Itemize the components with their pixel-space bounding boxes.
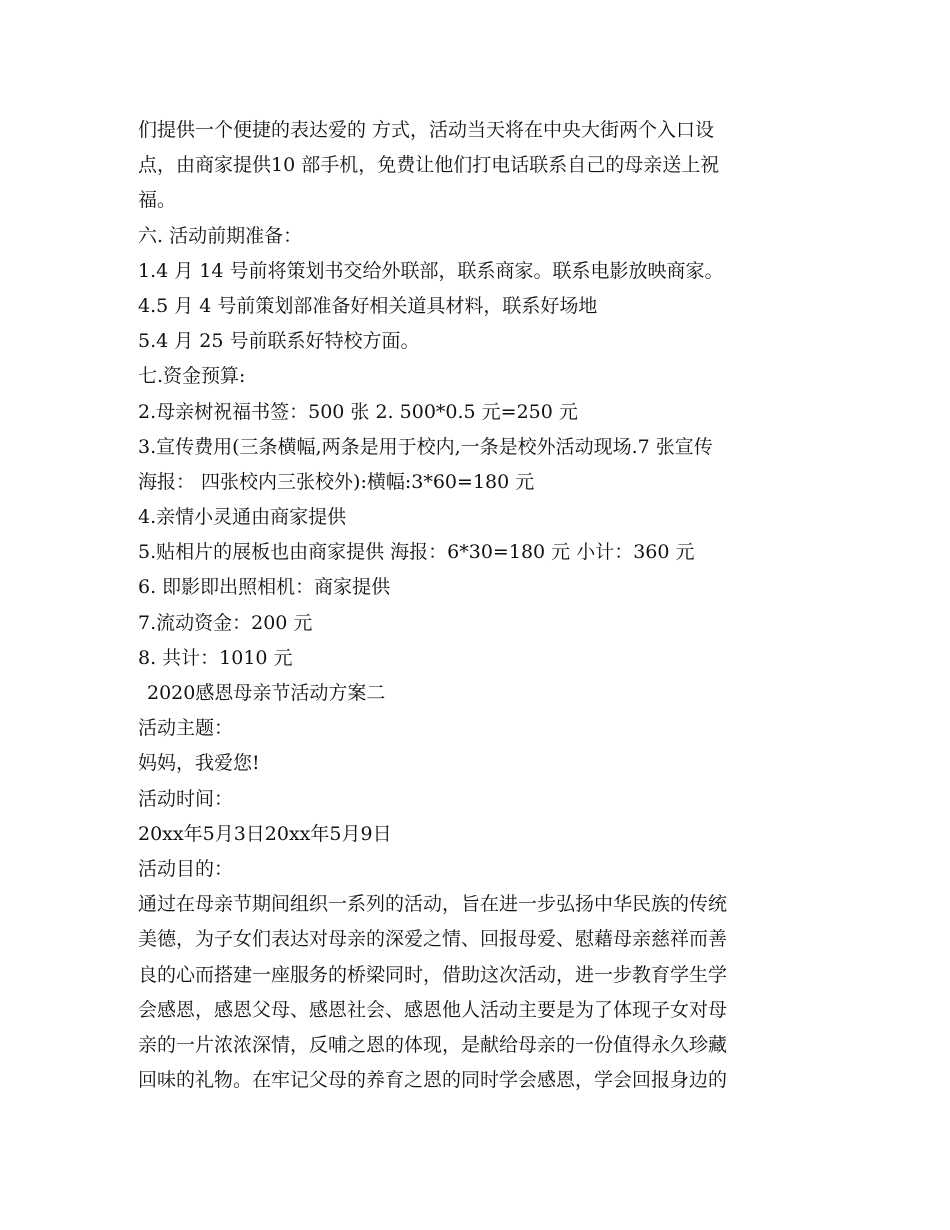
paragraph-line: 美德，为子女们表达对母亲的深爱之情、回报母爱、慰藉母亲慈祥而善: [138, 928, 728, 951]
paragraph-line: 回味的礼物。在牢记父母的养育之恩的同时学会感恩，学会回报身边的: [138, 1069, 728, 1092]
list-item: 6. 即影即出照相机：商家提供: [138, 576, 391, 599]
list-item: 3.宣传费用(三条横幅,两条是用于校内,一条是校外活动现场.7 张宣传: [138, 435, 713, 458]
section-heading: 七.资金预算:: [138, 365, 246, 388]
list-item: 8. 共计：1010 元: [138, 646, 293, 669]
field-label: 活动目的：: [138, 857, 234, 880]
list-item-continuation: 海报： 四张校内三张校外):横幅:3*60=180 元: [138, 470, 535, 493]
field-label: 活动主题：: [138, 717, 234, 740]
field-value: 妈妈，我爱您!: [138, 752, 260, 775]
paragraph-line: 们提供一个便捷的表达爱的 方式，活动当天将在中央大街两个入口设: [138, 119, 715, 141]
paragraph-line: 亲的一片浓浓深情，反哺之恩的体现，是献给母亲的一份值得永久珍藏: [138, 1033, 728, 1056]
field-label: 活动时间：: [138, 787, 234, 810]
list-item: 5.贴相片的展板也由商家提供 海报：6*30=180 元 小计：360 元: [138, 541, 695, 564]
document-body: [138, 113, 818, 1098]
list-item: 4.亲情小灵通由商家提供: [138, 506, 347, 529]
list-item: 2.母亲树祝福书签：500 张 2. 500*0.5 元=250 元: [138, 400, 578, 423]
paragraph-line: 会感恩，感恩父母、感恩社会、感恩他人活动主要是为了体现子女对母: [138, 998, 728, 1021]
paragraph-line: 通过在母亲节期间组织一系列的活动，旨在进一步弘扬中华民族的传统: [138, 893, 728, 916]
list-item: 1.4 月 14 号前将策划书交给外联部，联系商家。联系电影放映商家。: [138, 259, 724, 282]
field-value: 20xx年5月3日20xx年5月9日: [138, 822, 392, 845]
paragraph-line: 福。: [138, 189, 177, 212]
paragraph-line: 良的心而搭建一座服务的桥梁同时，借助这次活动，进一步教育学生学: [138, 963, 728, 986]
list-item: 5.4 月 25 号前联系好特校方面。: [138, 330, 420, 353]
section-heading: 六. 活动前期准备：: [138, 224, 303, 247]
paragraph-line: 点，由商家提供10 部手机，免费让他们打电话联系自己的母亲送上祝: [138, 154, 720, 177]
list-item: 7.流动资金：200 元: [138, 611, 313, 634]
list-item: 4.5 月 4 号前策划部准备好相关道具材料，联系好场地: [138, 294, 598, 317]
section-title: 2020感恩母亲节活动方案二: [147, 682, 386, 704]
